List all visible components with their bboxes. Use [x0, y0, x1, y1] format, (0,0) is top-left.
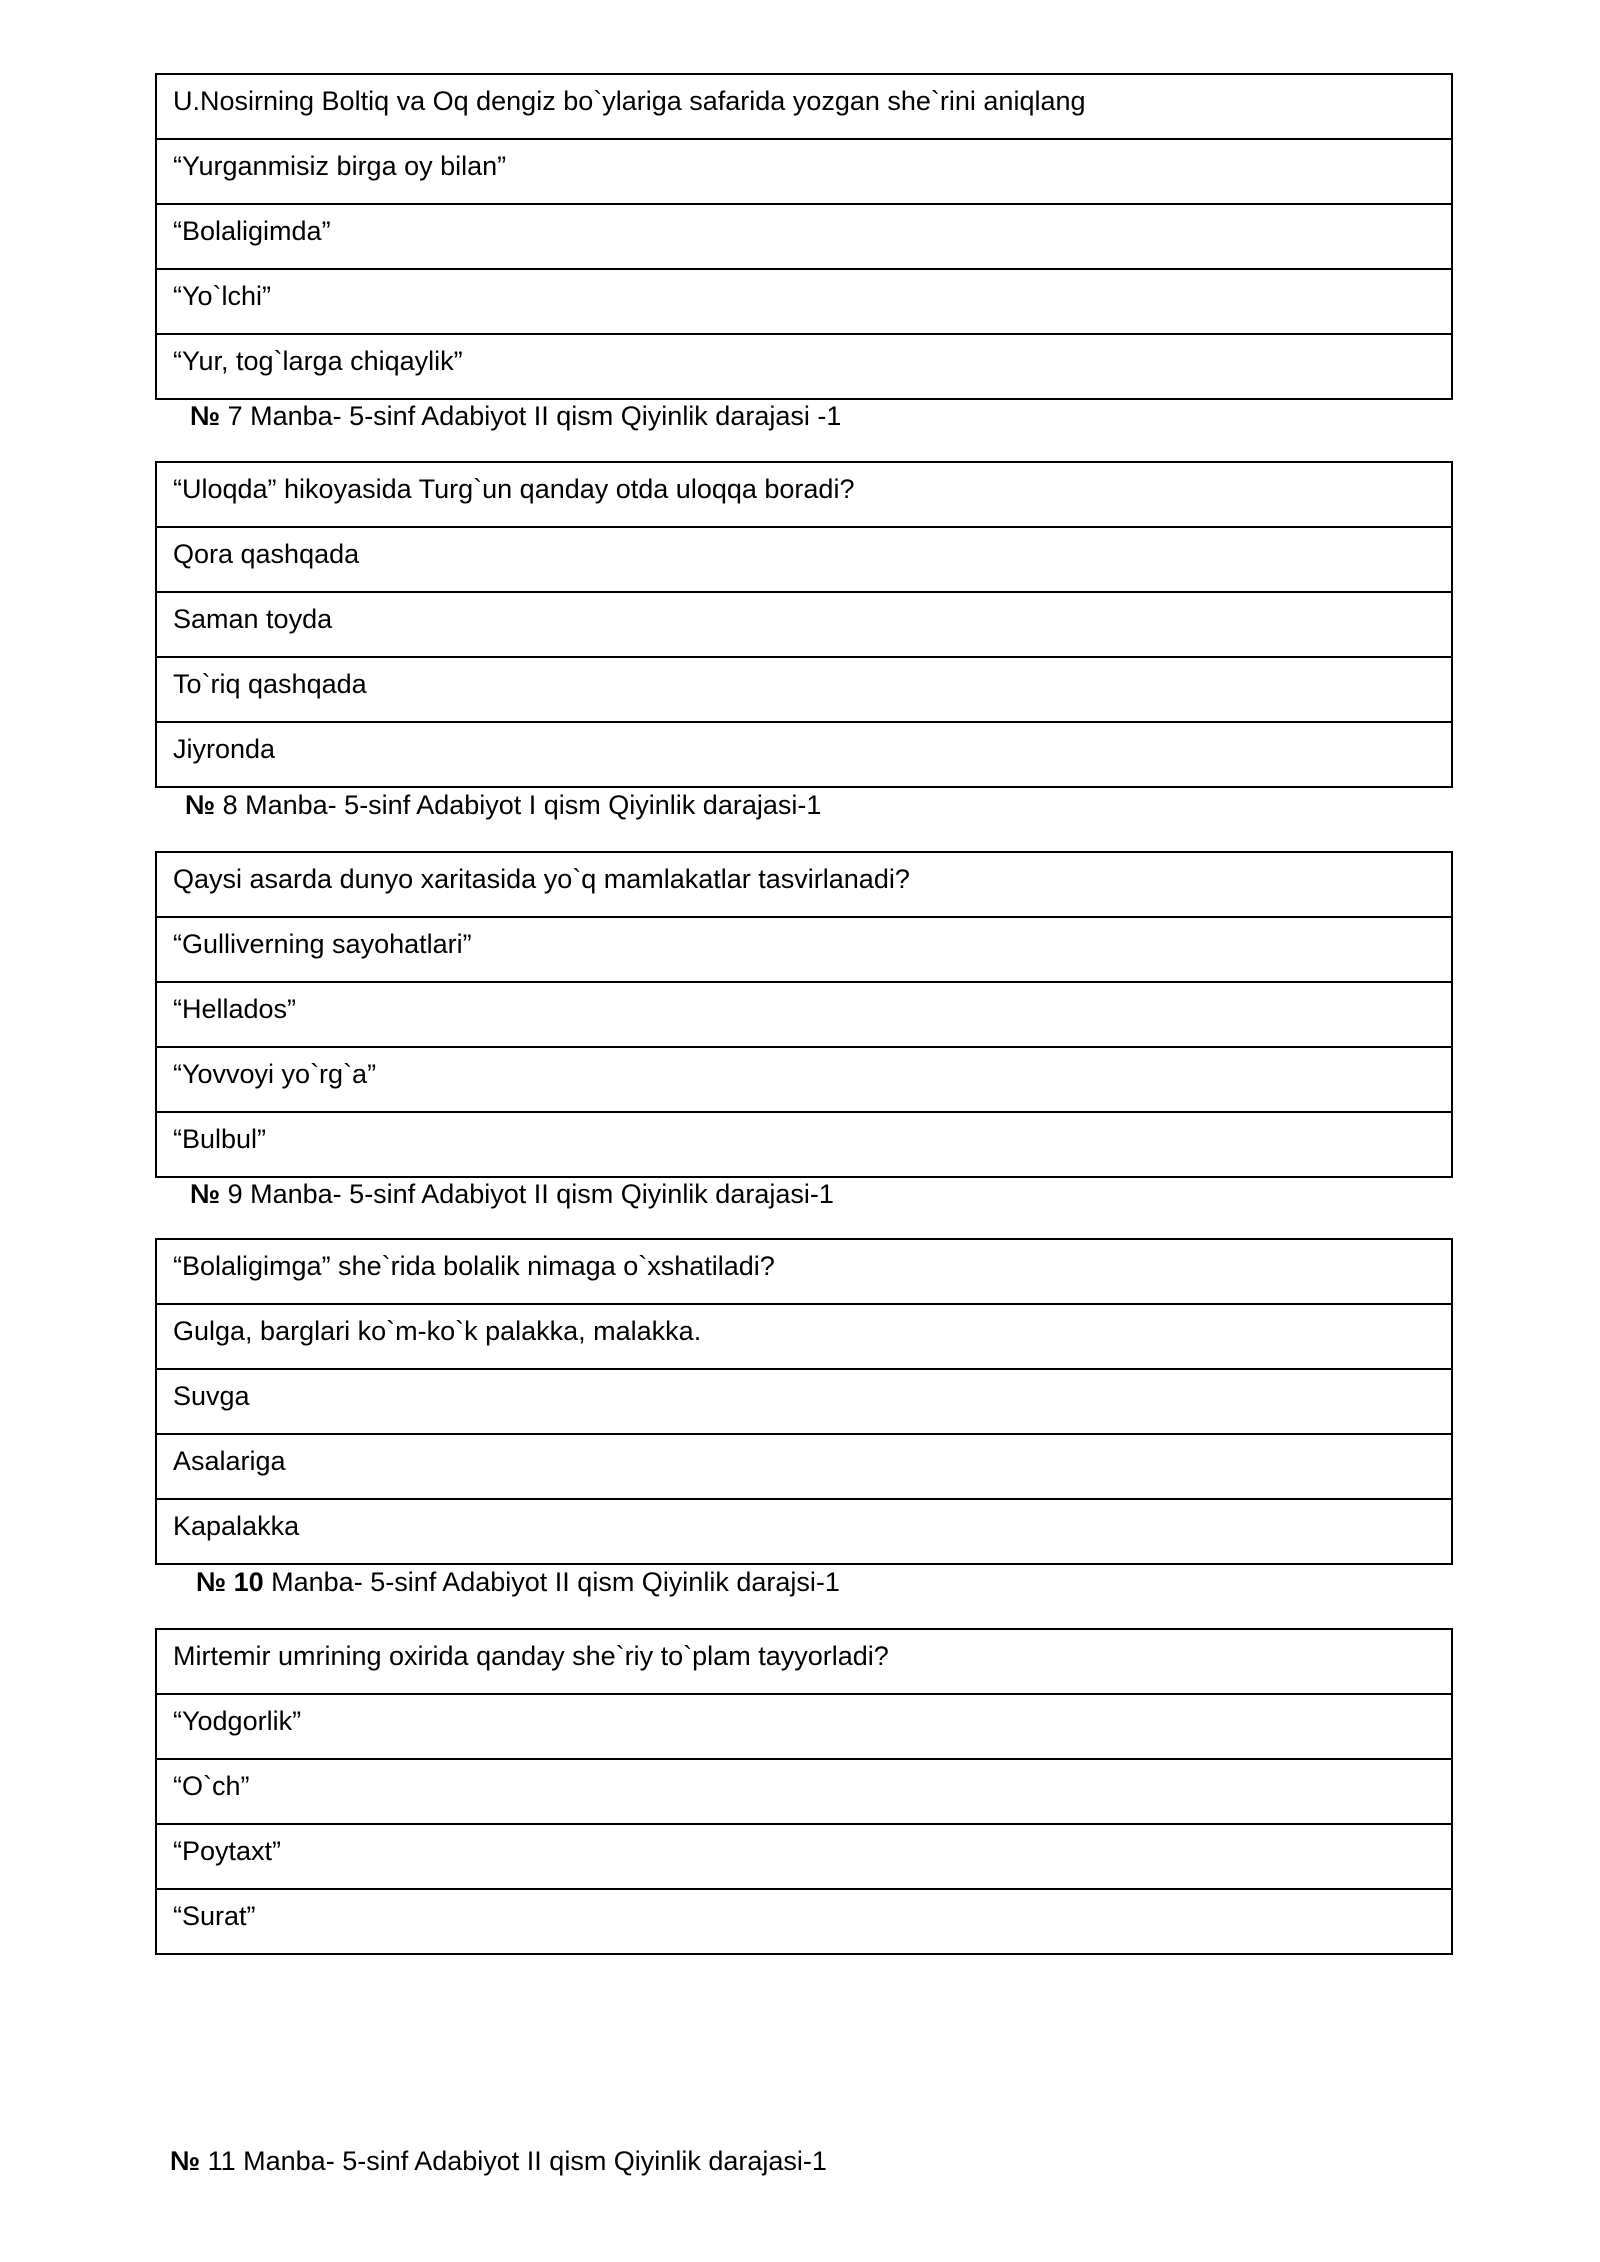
header-text: 8 Manba- 5-sinf Adabiyot I qism Qiyinlik darajasi-1 [215, 790, 822, 820]
answer-option: “Yovvoyi yo`rg`a” [157, 1048, 1451, 1113]
question-table-3 [155, 851, 1453, 1178]
question-table-2 [155, 461, 1453, 788]
answer-option: Gulga, barglari ko`m-ko`k palakka, malakka. [157, 1305, 1451, 1370]
answer-option: Qora qashqada [157, 528, 1451, 593]
answer-option: “Yur, tog`larga chiqaylik” [173, 346, 463, 376]
answer-option: “Yodgorlik” [157, 1695, 1451, 1760]
question-text: “Uloqda” hikoyasida Turg`un qanday otda uloqqa boradi? [157, 463, 1451, 528]
question-header-10 [196, 1566, 840, 1598]
answer-option: “Surat” [173, 1901, 256, 1931]
answer-option: “Bolaligimda” [157, 205, 1451, 270]
answer-option: “Bulbul” [173, 1124, 267, 1154]
answer-option: Kapalakka [173, 1511, 300, 1541]
answer-option: “O`ch” [157, 1760, 1451, 1825]
question-header-8 [185, 789, 821, 821]
question-text: Mirtemir umrining oxirida qanday she`riy to`plam tayyorladi? [157, 1630, 1451, 1695]
header-text: Manba- 5-sinf Adabiyot II qism Qiyinlik darajsi-1 [263, 1567, 840, 1597]
question-text: Qaysi asarda dunyo xaritasida yo`q mamlakatlar tasvirlanadi? [157, 853, 1451, 918]
header-text: 11 Manba- 5-sinf Adabiyot II qism Qiyinlik darajasi-1 [200, 2146, 827, 2176]
number-sign: № [190, 401, 221, 431]
answer-option: Jiyronda [173, 734, 276, 764]
answer-option: “Hellados” [157, 983, 1451, 1048]
header-text: 9 Manba- 5-sinf Adabiyot II qism Qiyinlik darajasi-1 [220, 1179, 834, 1209]
answer-option: “Gulliverning sayohatlari” [157, 918, 1451, 983]
answer-option: Saman toyda [157, 593, 1451, 658]
question-text: “Bolaligimga” she`rida bolalik nimaga o`xshatiladi? [157, 1240, 1451, 1305]
number-sign: № [170, 2146, 201, 2176]
question-header-9 [190, 1178, 834, 1210]
answer-option: To`riq qashqada [157, 658, 1451, 723]
question-table-5 [155, 1628, 1453, 1955]
question-header-11 [170, 2145, 827, 2177]
question-header-7 [190, 400, 841, 432]
number-sign: № [190, 1179, 221, 1209]
answer-option: “Poytaxt” [157, 1825, 1451, 1890]
answer-option: Suvga [157, 1370, 1451, 1435]
question-text: U.Nosirning Boltiq va Oq dengiz bo`ylariga safarida yozgan she`rini aniqlang [157, 75, 1451, 140]
answer-option: “Yurganmisiz birga oy bilan” [157, 140, 1451, 205]
question-table-1 [155, 73, 1453, 400]
number-sign: № [185, 790, 216, 820]
answer-option: Asalariga [157, 1435, 1451, 1500]
answer-option: “Yo`lchi” [157, 270, 1451, 335]
number-sign: № 10 [196, 1567, 264, 1597]
question-table-4 [155, 1238, 1453, 1565]
header-text: 7 Manba- 5-sinf Adabiyot II qism Qiyinlik darajasi -1 [220, 401, 842, 431]
